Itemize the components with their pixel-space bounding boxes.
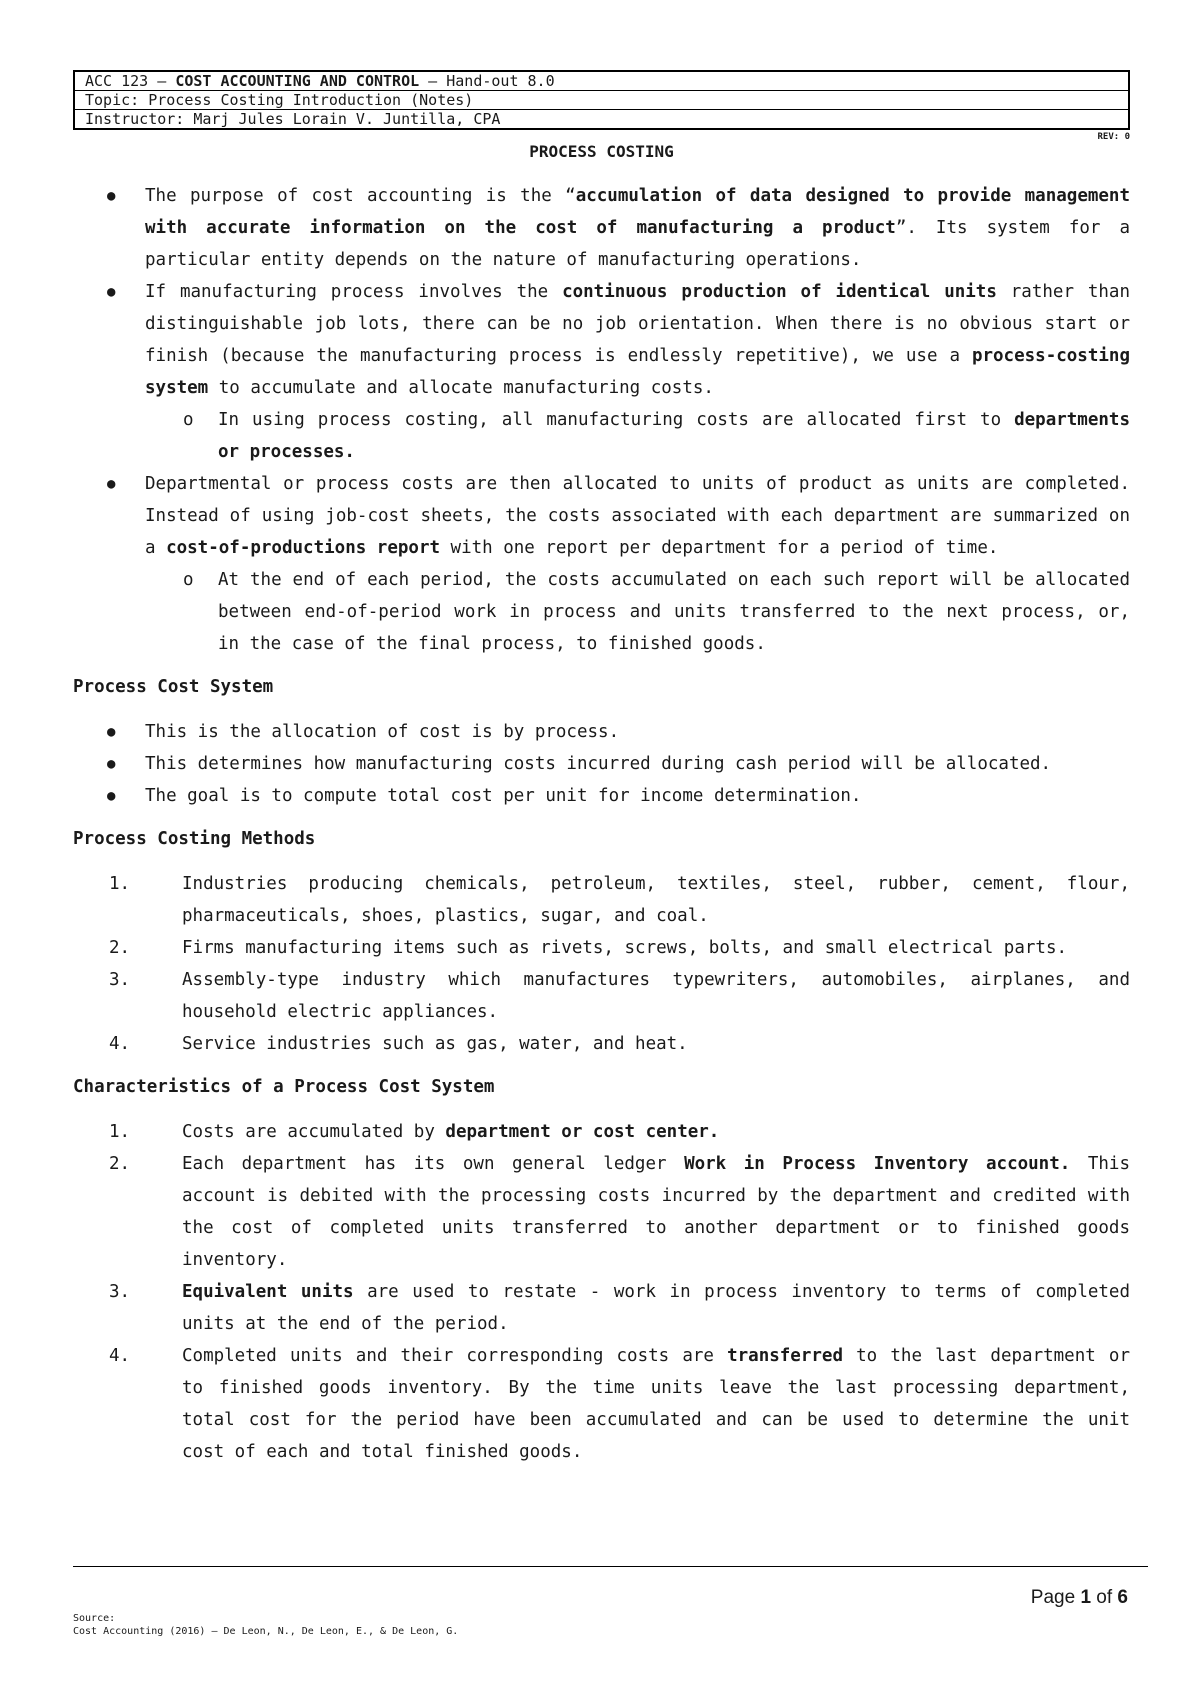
sub-bullet-icon: o — [183, 410, 194, 430]
list-number: 4. — [109, 1346, 131, 1366]
page-total: 6 — [1117, 1587, 1128, 1608]
list-item — [73, 1276, 1130, 1340]
list-item — [73, 1340, 1130, 1468]
bullet-icon: ● — [107, 476, 116, 492]
list-item — [73, 868, 1130, 932]
document-page — [73, 70, 1130, 1468]
text: Service industries such as gas, water, and heat. — [182, 1034, 688, 1054]
list-number: 1. — [109, 874, 131, 894]
list-number: 1. — [109, 1122, 131, 1142]
handout-header-table — [73, 70, 1130, 130]
list-item — [73, 780, 1130, 812]
footer-divider — [73, 1566, 1148, 1567]
source-note — [73, 1612, 458, 1638]
list-item — [73, 748, 1130, 780]
page-of: of — [1091, 1587, 1118, 1608]
topic-row: Topic: Process Costing Introduction (Notes) — [75, 90, 1128, 109]
bold-text: transferred — [727, 1346, 843, 1366]
text: Industries producing chemicals, petroleum, textiles, steel, rubber, cement, flour, pharmaceuticals, shoes, plastics, sugar, and coal. — [182, 874, 1130, 926]
source-citation: Cost Accounting (2016) – De Leon, N., De Leon, E., & De Leon, G. — [73, 1626, 459, 1637]
text: Costs are accumulated by — [182, 1122, 446, 1142]
list-item — [73, 1116, 1130, 1148]
bullet-icon: ● — [107, 284, 116, 300]
bullet-icon: ● — [107, 756, 116, 772]
text: The goal is to compute total cost per unit for income determination. — [145, 786, 862, 806]
section-heading-characteristics: Characteristics of a Process Cost System — [73, 1077, 495, 1097]
process-cost-system-list — [73, 716, 1130, 812]
intro-bullet-2 — [73, 276, 1130, 404]
bold-text: continuous production of identical units — [562, 282, 997, 302]
bold-text: department or cost center. — [445, 1122, 720, 1142]
characteristics-list — [73, 1116, 1130, 1468]
revision-label: REV: 0 — [1097, 132, 1130, 142]
text: This account is debited with the processing costs incurred by the department and credited with the cost of completed units transferred to another department or to finished goods inventory. — [182, 1154, 1130, 1270]
bold-text: cost-of-productions report — [166, 538, 441, 558]
text: Completed units and their corresponding costs are — [182, 1346, 728, 1366]
handout-number: – Hand-out 8.0 — [419, 72, 555, 90]
bold-text: departments or processes. — [218, 410, 1130, 462]
text: The purpose of cost accounting is the “ — [145, 186, 576, 206]
section-heading-process-costing-methods: Process Costing Methods — [73, 829, 316, 849]
list-number: 3. — [109, 1282, 131, 1302]
course-code: ACC 123 – — [85, 72, 176, 90]
bullet-icon: ● — [107, 724, 116, 740]
section-heading-process-cost-system: Process Cost System — [73, 677, 274, 697]
list-item — [73, 1148, 1130, 1276]
text: Departmental or process costs are then allocated to units of product as units are completed. Instead of using job-cost sheets, the costs associated with each department are summarized on a — [145, 474, 1130, 558]
text: If manufacturing process involves the — [145, 282, 563, 302]
instructor-row: Instructor: Marj Jules Lorain V. Juntilla, CPA — [75, 109, 1128, 128]
intro-subbullet-1 — [73, 404, 1130, 468]
list-item — [73, 1028, 1130, 1060]
list-number: 2. — [109, 1154, 131, 1174]
sub-bullet-icon: o — [183, 570, 194, 590]
text: This determines how manufacturing costs incurred during cash period will be allocated. — [145, 754, 1052, 774]
list-number: 2. — [109, 938, 131, 958]
page-number — [1031, 1587, 1128, 1609]
intro-section — [73, 180, 1130, 660]
text: This is the allocation of cost is by process. — [145, 722, 620, 742]
source-label: Source: — [73, 1613, 116, 1624]
intro-bullet-3 — [73, 468, 1130, 564]
bold-text: Equivalent units — [182, 1282, 354, 1302]
course-row — [75, 72, 1128, 90]
text: Assembly-type industry which manufactures typewriters, automobiles, airplanes, and household electric appliances. — [182, 970, 1130, 1022]
text: In using process costing, all manufacturing costs are allocated first to — [218, 410, 1015, 430]
list-number: 3. — [109, 970, 131, 990]
text: At the end of each period, the costs accumulated on each such report will be allocated between end-of-period work in process and units transferred to the next process, or, in the case of the final process, to finished goods. — [218, 570, 1130, 654]
text: with one report per department for a period of time. — [440, 538, 999, 558]
text: are used to restate - work in process inventory to terms of completed units at the end of the period. — [182, 1282, 1131, 1334]
text: to accumulate and allocate manufacturing costs. — [208, 378, 714, 398]
text: Each department has its own general ledger — [182, 1154, 685, 1174]
bold-text: accumulation of data designed to provide management with accurate information on the cost of manufacturing a product — [145, 186, 1130, 238]
list-item — [73, 932, 1130, 964]
list-item — [73, 964, 1130, 1028]
page-label: Page — [1030, 1587, 1081, 1608]
bullet-icon: ● — [107, 188, 116, 204]
text: ”. Its system for a particular entity depends on the nature of manufacturing operations. — [145, 218, 1130, 270]
list-number: 4. — [109, 1034, 131, 1054]
process-costing-methods-list — [73, 868, 1130, 1060]
text: rather than distinguishable job lots, there can be no job orientation. When there is no obvious start or finish (because the manufacturing process is endlessly repetitive), we use a — [145, 282, 1131, 366]
intro-subbullet-2 — [73, 564, 1130, 660]
text: Firms manufacturing items such as rivets, screws, bolts, and small electrical parts. — [182, 938, 1068, 958]
page-title: PROCESS COSTING — [529, 142, 674, 161]
intro-bullet-1 — [73, 180, 1130, 276]
list-item — [73, 716, 1130, 748]
text: to the last department or to finished goods inventory. By the time units leave the last processing department, total cost for the period have been accumulated and can be used to determine the unit cost of each and total finished goods. — [182, 1346, 1130, 1462]
page-current: 1 — [1080, 1587, 1092, 1608]
bold-text: Work in Process Inventory account. — [684, 1154, 1071, 1174]
bullet-icon: ● — [107, 788, 116, 804]
course-title: COST ACCOUNTING AND CONTROL — [175, 72, 420, 90]
bold-text: process-costing system — [145, 346, 1130, 398]
